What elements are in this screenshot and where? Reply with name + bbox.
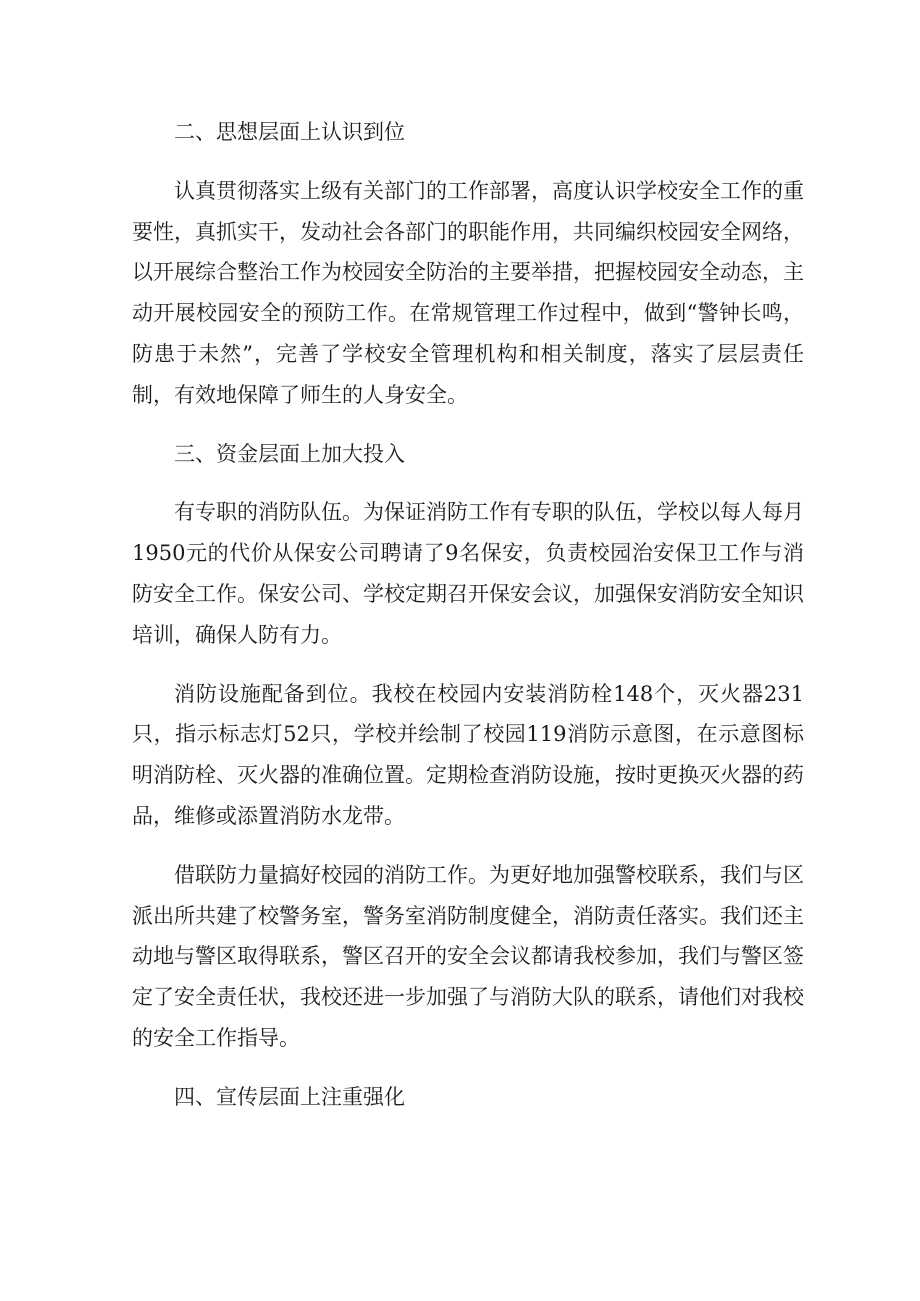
document-body	[132, 112, 804, 1136]
paragraph-fire-facilities: 消防设施配备到位。我校在校园内安装消防栓148个，灭火器231只，指示标志灯52只，学校并绘制了校园119消防示意图，在示意图标明消防栓、灭火器的准确位置。定期检查消防设施，按时更换灭火器的药品，维修或添置消防水龙带。	[132, 681, 804, 828]
section-heading-2: 二、思想层面上认识到位	[174, 120, 405, 144]
paragraph-fire-team: 有专职的消防队伍。为保证消防工作有专职的队伍，学校以每人每月1950元的代价从保安公司聘请了9名保安，负责校园治安保卫工作与消防安全工作。保安公司、学校定期召开保安会议，加强保安消防安全知识培训，确保人防有力。	[132, 500, 804, 647]
paragraph-joint-defense: 借联防力量搞好校园的消防工作。为更好地加强警校联系，我们与区派出所共建了校警务室，警务室消防制度健全，消防责任落实。我们还主动地与警区取得联系，警区召开的安全会议都请我校参加，我们与警区签定了安全责任状，我校还进一步加强了与消防大队的联系，请他们对我校的安全工作指导。	[132, 862, 804, 1050]
section-heading-3: 三、资金层面上加大投入	[174, 441, 405, 466]
paragraph-awareness: 认真贯彻落实上级有关部门的工作部署，高度认识学校安全工作的重要性，真抓实干，发动社会各部门的职能作用，共同编织校园安全网络，以开展综合整治工作为校园安全防治的主要举措，把握校园安全动态，主动开展校园安全的预防工作。在常规管理工作过程中，做到“警钟长鸣，防患于未然”，完善了学校安全管理机构和相关制度，落实了层层责任制，有效地保障了师生的人身安全。	[132, 178, 804, 407]
section-heading-4: 四、宣传层面上注重强化	[174, 1084, 405, 1109]
